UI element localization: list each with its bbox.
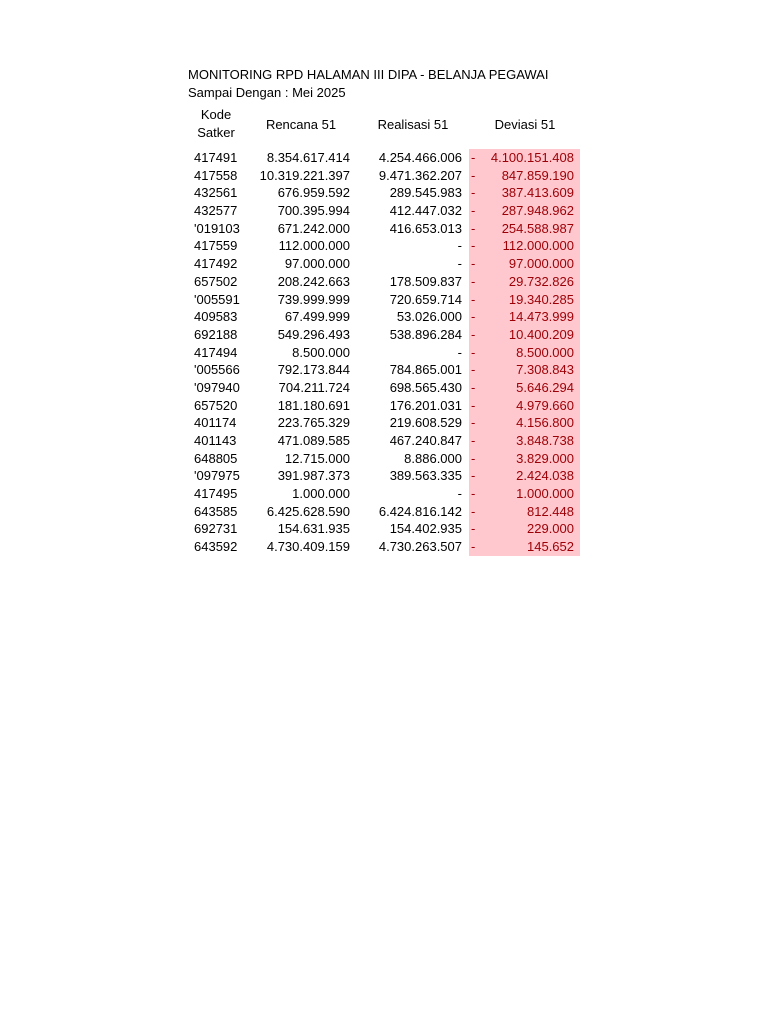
cell-rencana: 208.242.663 xyxy=(277,273,350,289)
deviasi-sign: - xyxy=(471,486,476,502)
deviasi-sign: - xyxy=(471,291,476,307)
table-row xyxy=(188,149,588,167)
cell-rencana: 154.631.935 xyxy=(277,521,350,537)
cell-kode-satker: 417494 xyxy=(194,344,238,360)
cell-deviasi xyxy=(469,308,580,326)
cell-kode-satker: 657502 xyxy=(194,273,238,289)
deviasi-sign: - xyxy=(471,397,476,413)
cell-rencana: 549.296.493 xyxy=(277,326,350,342)
cell-deviasi xyxy=(469,326,580,344)
cell-realisasi: 467.240.847 xyxy=(389,433,462,448)
cell-deviasi xyxy=(469,202,580,220)
deviasi-sign: - xyxy=(471,238,476,254)
deviasi-sign: - xyxy=(471,167,476,183)
cell-realisasi: 698.565.430 xyxy=(389,379,462,395)
cell-kode-satker: 692731 xyxy=(194,521,238,537)
cell-rencana: 792.173.844 xyxy=(277,362,350,378)
table-row xyxy=(188,467,588,485)
cell-realisasi: 784.865.001 xyxy=(389,362,462,378)
cell-deviasi xyxy=(469,167,580,185)
header-deviasi: Deviasi 51 xyxy=(494,117,556,132)
cell-deviasi xyxy=(469,149,580,167)
deviasi-value: 4.979.660 xyxy=(516,397,574,413)
header-rencana: Rencana 51 xyxy=(265,117,337,132)
deviasi-sign: - xyxy=(471,203,476,219)
cell-rencana: 8.354.617.414 xyxy=(266,150,350,165)
deviasi-sign: - xyxy=(471,344,476,360)
deviasi-value: 14.473.999 xyxy=(508,309,574,325)
deviasi-value: 3.829.000 xyxy=(516,450,574,466)
deviasi-sign: - xyxy=(471,220,476,236)
deviasi-value: 2.424.038 xyxy=(516,468,574,484)
table-row xyxy=(188,520,588,538)
cell-realisasi: - xyxy=(457,486,462,502)
cell-deviasi xyxy=(469,291,580,309)
table-header xyxy=(188,104,588,148)
table-row xyxy=(188,450,588,468)
header-kode-line2: Satker xyxy=(197,125,235,140)
deviasi-sign: - xyxy=(471,326,476,342)
cell-deviasi xyxy=(469,237,580,255)
header-kode-line1: Kode xyxy=(200,107,232,122)
cell-rencana: 1.000.000 xyxy=(292,486,350,502)
deviasi-value: 4.100.151.408 xyxy=(490,150,574,165)
cell-realisasi: 416.653.013 xyxy=(389,220,462,236)
cell-kode-satker: '097975 xyxy=(194,468,240,484)
cell-deviasi xyxy=(469,273,580,291)
deviasi-value: 287.948.962 xyxy=(501,203,574,219)
cell-rencana: 67.499.999 xyxy=(284,309,350,325)
table-row xyxy=(188,397,588,415)
cell-realisasi: 154.402.935 xyxy=(389,521,462,537)
cell-deviasi xyxy=(469,397,580,415)
cell-rencana: 181.180.691 xyxy=(277,397,350,413)
cell-realisasi: - xyxy=(457,344,462,360)
cell-kode-satker: 643585 xyxy=(194,503,238,519)
cell-realisasi: 289.545.983 xyxy=(389,185,462,201)
cell-kode-satker: 417491 xyxy=(194,150,238,165)
table-row xyxy=(188,485,588,503)
cell-realisasi: 8.886.000 xyxy=(404,450,462,466)
cell-rencana: 97.000.000 xyxy=(284,256,350,272)
cell-kode-satker: '019103 xyxy=(194,220,240,236)
deviasi-sign: - xyxy=(471,433,476,448)
cell-deviasi xyxy=(469,255,580,273)
cell-kode-satker: 401143 xyxy=(194,433,237,448)
table-row xyxy=(188,202,588,220)
cell-kode-satker: 401174 xyxy=(194,415,237,431)
cell-kode-satker: '097940 xyxy=(194,379,240,395)
cell-kode-satker: '005566 xyxy=(194,362,240,378)
cell-kode-satker: 432577 xyxy=(194,203,238,219)
cell-rencana: 704.211.724 xyxy=(278,379,350,395)
deviasi-value: 8.500.000 xyxy=(516,344,574,360)
cell-kode-satker: 657520 xyxy=(194,397,238,413)
cell-kode-satker: 643592 xyxy=(194,539,238,555)
table-row xyxy=(188,361,588,379)
cell-realisasi: 9.471.362.207 xyxy=(378,167,462,183)
deviasi-sign: - xyxy=(471,450,476,466)
table-row xyxy=(188,184,588,202)
table-row xyxy=(188,273,588,291)
table-body xyxy=(188,149,588,556)
cell-kode-satker: 417558 xyxy=(194,167,238,183)
table-row xyxy=(188,538,588,556)
cell-deviasi xyxy=(469,503,580,521)
report-title: MONITORING RPD HALAMAN III DIPA - BELANJA PEGAWAI xyxy=(188,67,549,82)
cell-realisasi: 389.563.335 xyxy=(389,468,462,484)
deviasi-sign: - xyxy=(471,273,476,289)
cell-rencana: 739.999.999 xyxy=(277,291,350,307)
deviasi-sign: - xyxy=(471,309,476,325)
deviasi-sign: - xyxy=(471,185,476,201)
report-subtitle: Sampai Dengan : Mei 2025 xyxy=(188,85,346,100)
cell-deviasi xyxy=(469,467,580,485)
deviasi-value: 5.646.294 xyxy=(516,379,574,395)
deviasi-value: 254.588.987 xyxy=(501,220,574,236)
cell-kode-satker: 417559 xyxy=(194,238,238,254)
cell-kode-satker: '005591 xyxy=(194,291,240,307)
cell-kode-satker: 409583 xyxy=(194,309,238,325)
deviasi-value: 29.732.826 xyxy=(508,273,574,289)
deviasi-sign: - xyxy=(471,539,476,555)
cell-rencana: 6.425.628.590 xyxy=(266,503,350,519)
cell-kode-satker: 417492 xyxy=(194,256,238,272)
deviasi-value: 19.340.285 xyxy=(508,291,574,307)
table-row xyxy=(188,220,588,238)
deviasi-value: 3.848.738 xyxy=(516,433,574,448)
cell-realisasi: 178.509.837 xyxy=(389,273,462,289)
deviasi-value: 10.400.209 xyxy=(508,326,574,342)
deviasi-value: 112.000.000 xyxy=(502,238,574,254)
cell-rencana: 223.765.329 xyxy=(277,415,350,431)
cell-rencana: 4.730.409.159 xyxy=(266,539,350,555)
cell-rencana: 8.500.000 xyxy=(292,344,350,360)
header-realisasi: Realisasi 51 xyxy=(377,117,449,132)
cell-kode-satker: 692188 xyxy=(194,326,238,342)
deviasi-value: 387.413.609 xyxy=(501,185,574,201)
cell-deviasi xyxy=(469,538,580,556)
deviasi-value: 4.156.800 xyxy=(516,415,574,431)
table-row xyxy=(188,432,588,450)
cell-deviasi xyxy=(469,379,580,397)
table-row xyxy=(188,326,588,344)
cell-rencana: 700.395.994 xyxy=(277,203,350,219)
table-row xyxy=(188,503,588,521)
table-row xyxy=(188,291,588,309)
cell-rencana: 12.715.000 xyxy=(284,450,350,466)
cell-realisasi: 412.447.032 xyxy=(389,203,462,219)
cell-realisasi: 720.659.714 xyxy=(389,291,462,307)
deviasi-value: 145.652 xyxy=(527,539,574,555)
table-row xyxy=(188,255,588,273)
cell-realisasi: 219.608.529 xyxy=(389,415,462,431)
cell-deviasi xyxy=(469,450,580,468)
cell-rencana: 10.319.221.397 xyxy=(259,167,350,183)
cell-kode-satker: 417495 xyxy=(194,486,238,502)
cell-deviasi xyxy=(469,520,580,538)
cell-deviasi xyxy=(469,220,580,238)
cell-deviasi xyxy=(469,485,580,503)
deviasi-value: 7.308.843 xyxy=(516,362,574,378)
table-row xyxy=(188,414,588,432)
deviasi-value: 812.448 xyxy=(527,503,574,519)
table-row xyxy=(188,379,588,397)
deviasi-sign: - xyxy=(471,256,476,272)
cell-rencana: 471.089.585 xyxy=(277,433,350,448)
cell-kode-satker: 432561 xyxy=(194,185,238,201)
cell-deviasi xyxy=(469,414,580,432)
deviasi-value: 97.000.000 xyxy=(508,256,574,272)
cell-realisasi: 6.424.816.142 xyxy=(378,503,462,519)
table-row xyxy=(188,308,588,326)
deviasi-sign: - xyxy=(471,468,476,484)
deviasi-sign: - xyxy=(471,150,476,165)
cell-realisasi: - xyxy=(457,256,462,272)
cell-realisasi: - xyxy=(457,238,462,254)
table-row xyxy=(188,344,588,362)
cell-kode-satker: 648805 xyxy=(194,450,238,466)
cell-deviasi xyxy=(469,184,580,202)
deviasi-value: 847.859.190 xyxy=(501,167,574,183)
deviasi-sign: - xyxy=(471,521,476,537)
cell-deviasi xyxy=(469,361,580,379)
cell-rencana: 676.959.592 xyxy=(277,185,350,201)
deviasi-sign: - xyxy=(471,503,476,519)
cell-realisasi: 53.026.000 xyxy=(396,309,462,325)
header-kode-satker xyxy=(188,106,244,142)
deviasi-sign: - xyxy=(471,362,476,378)
deviasi-sign: - xyxy=(471,379,476,395)
table-row xyxy=(188,167,588,185)
report-sheet xyxy=(188,66,588,556)
cell-deviasi xyxy=(469,344,580,362)
cell-realisasi: 4.730.263.507 xyxy=(378,539,462,555)
cell-realisasi: 538.896.284 xyxy=(389,326,462,342)
table-row xyxy=(188,237,588,255)
cell-realisasi: 4.254.466.006 xyxy=(378,150,462,165)
deviasi-sign: - xyxy=(471,415,476,431)
cell-rencana: 112.000.000 xyxy=(278,238,350,254)
deviasi-value: 229.000 xyxy=(527,521,574,537)
cell-realisasi: 176.201.031 xyxy=(389,397,462,413)
cell-deviasi xyxy=(469,432,580,450)
deviasi-value: 1.000.000 xyxy=(516,486,574,502)
cell-rencana: 671.242.000 xyxy=(277,220,350,236)
cell-rencana: 391.987.373 xyxy=(277,468,350,484)
